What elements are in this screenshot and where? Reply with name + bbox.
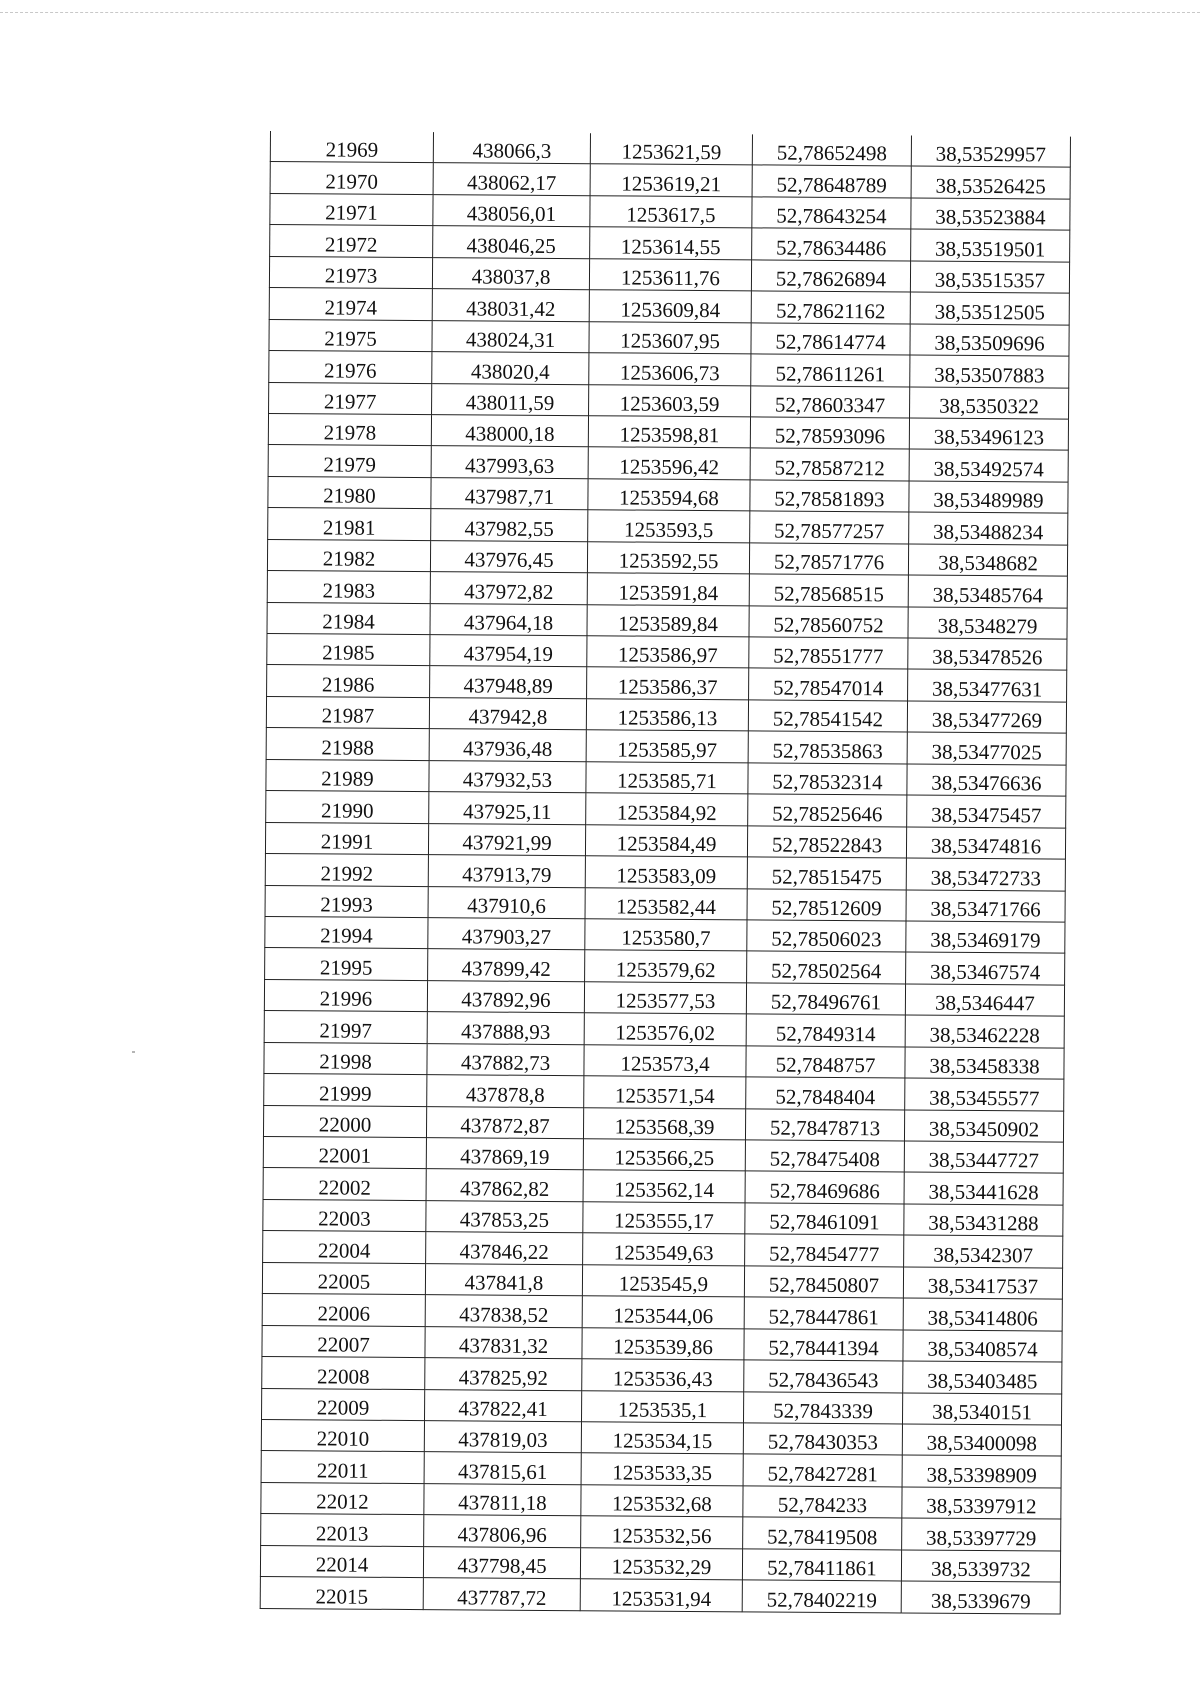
x-coordinate-cell: 437787,72 — [423, 1578, 580, 1611]
y-coordinate-cell: 1253580,7 — [585, 919, 747, 952]
point-number-cell: 21973 — [269, 256, 432, 289]
x-coordinate-cell: 438046,25 — [433, 226, 590, 259]
x-coordinate-cell: 437976,45 — [430, 540, 587, 573]
point-number-cell: 21978 — [268, 413, 431, 446]
longitude-cell: 38,53489989 — [909, 481, 1068, 514]
x-coordinate-cell: 437903,27 — [428, 918, 585, 951]
x-coordinate-cell: 437819,03 — [424, 1421, 581, 1454]
x-coordinate-cell: 438037,8 — [432, 257, 589, 290]
latitude-cell: 52,78621162 — [751, 291, 910, 324]
point-number-cell: 22006 — [262, 1294, 425, 1327]
latitude-cell: 52,78541542 — [748, 700, 907, 733]
y-coordinate-cell: 1253586,13 — [586, 699, 748, 732]
longitude-cell: 38,53447727 — [904, 1141, 1063, 1174]
x-coordinate-cell: 437936,48 — [429, 729, 586, 762]
longitude-cell: 38,53476636 — [907, 764, 1066, 797]
longitude-cell: 38,53471766 — [906, 889, 1065, 922]
x-coordinate-cell: 437899,42 — [428, 949, 585, 982]
coordinates-table — [260, 131, 1071, 1614]
point-number-cell: 21990 — [266, 791, 429, 824]
y-coordinate-cell: 1253609,84 — [589, 290, 751, 323]
longitude-cell: 38,5348279 — [908, 607, 1067, 640]
point-number-cell: 21971 — [270, 193, 433, 226]
y-coordinate-cell: 1253535,1 — [581, 1390, 743, 1423]
y-coordinate-cell: 1253536,43 — [582, 1359, 744, 1392]
longitude-cell: 38,53403485 — [903, 1361, 1062, 1394]
margin-speck — [132, 1051, 135, 1053]
y-coordinate-cell: 1253566,25 — [583, 1139, 745, 1172]
longitude-cell: 38,53496123 — [909, 418, 1068, 451]
longitude-cell: 38,53529957 — [911, 135, 1070, 167]
x-coordinate-cell: 438066,3 — [433, 132, 590, 164]
x-coordinate-cell: 437987,71 — [431, 477, 588, 510]
latitude-cell: 52,78525646 — [748, 794, 907, 827]
longitude-cell: 38,5342307 — [904, 1235, 1063, 1268]
y-coordinate-cell: 1253586,37 — [587, 667, 749, 700]
x-coordinate-cell: 438020,4 — [432, 352, 589, 385]
longitude-cell: 38,5350322 — [910, 386, 1069, 419]
point-number-cell: 21997 — [264, 1011, 427, 1044]
longitude-cell: 38,53526425 — [911, 166, 1070, 199]
longitude-cell: 38,5339679 — [901, 1581, 1060, 1614]
point-number-cell: 22000 — [263, 1105, 426, 1138]
y-coordinate-cell: 1253579,62 — [585, 950, 747, 983]
longitude-cell: 38,5340151 — [902, 1392, 1061, 1425]
coordinates-table-body — [260, 131, 1070, 1614]
latitude-cell: 52,78515475 — [747, 857, 906, 890]
latitude-cell: 52,78568515 — [749, 574, 908, 607]
x-coordinate-cell: 437878,8 — [427, 1075, 584, 1108]
latitude-cell: 52,78419508 — [743, 1517, 902, 1550]
latitude-cell: 52,78532314 — [748, 763, 907, 796]
point-number-cell: 22002 — [263, 1168, 426, 1201]
longitude-cell: 38,5348682 — [908, 544, 1067, 577]
point-number-cell: 21992 — [265, 854, 428, 887]
longitude-cell: 38,53523884 — [911, 198, 1070, 231]
point-number-cell: 21970 — [270, 162, 433, 195]
longitude-cell: 38,53512505 — [910, 292, 1069, 325]
y-coordinate-cell: 1253596,42 — [588, 447, 750, 480]
point-number-cell: 21974 — [269, 288, 432, 321]
longitude-cell: 38,53488234 — [909, 512, 1068, 545]
y-coordinate-cell: 1253583,09 — [585, 856, 747, 889]
latitude-cell: 52,78506023 — [747, 920, 906, 953]
longitude-cell: 38,53477269 — [907, 701, 1066, 734]
longitude-cell: 38,53398909 — [902, 1455, 1061, 1488]
x-coordinate-cell: 437872,87 — [426, 1106, 583, 1139]
point-number-cell: 22009 — [262, 1388, 425, 1421]
y-coordinate-cell: 1253619,21 — [590, 164, 752, 197]
latitude-cell: 52,78411861 — [742, 1549, 901, 1582]
latitude-cell: 52,78496761 — [746, 983, 905, 1016]
x-coordinate-cell: 437806,96 — [424, 1515, 581, 1548]
x-coordinate-cell: 437964,18 — [430, 603, 587, 636]
x-coordinate-cell: 437942,8 — [429, 698, 586, 731]
latitude-cell: 52,78402219 — [742, 1580, 901, 1613]
y-coordinate-cell: 1253592,55 — [587, 541, 749, 574]
point-number-cell: 21983 — [267, 571, 430, 604]
latitude-cell: 52,78441394 — [744, 1328, 903, 1361]
point-number-cell: 22005 — [262, 1262, 425, 1295]
longitude-cell: 38,53414806 — [903, 1298, 1062, 1331]
y-coordinate-cell: 1253611,76 — [589, 258, 751, 291]
x-coordinate-cell: 438056,01 — [433, 195, 590, 228]
x-coordinate-cell: 437841,8 — [425, 1263, 582, 1296]
longitude-cell: 38,53400098 — [902, 1424, 1061, 1457]
latitude-cell: 52,78427281 — [743, 1454, 902, 1487]
x-coordinate-cell: 438024,31 — [432, 320, 589, 353]
y-coordinate-cell: 1253531,94 — [580, 1579, 742, 1612]
point-number-cell: 21988 — [266, 728, 429, 761]
x-coordinate-cell: 438031,42 — [432, 289, 589, 322]
latitude-cell: 52,78535863 — [748, 731, 907, 764]
latitude-cell: 52,7848757 — [746, 1046, 905, 1079]
point-number-cell: 22008 — [262, 1357, 425, 1390]
x-coordinate-cell: 437862,82 — [426, 1169, 583, 1202]
x-coordinate-cell: 437982,55 — [431, 509, 588, 542]
x-coordinate-cell: 437798,45 — [423, 1546, 580, 1579]
point-number-cell: 21981 — [268, 508, 431, 541]
point-number-cell: 22015 — [260, 1577, 423, 1610]
point-number-cell: 21972 — [270, 225, 433, 258]
point-number-cell: 21991 — [265, 822, 428, 855]
point-number-cell: 22004 — [263, 1231, 426, 1264]
x-coordinate-cell: 437921,99 — [428, 823, 585, 856]
point-number-cell: 21969 — [270, 131, 433, 163]
longitude-cell: 38,53397912 — [902, 1487, 1061, 1520]
x-coordinate-cell: 437831,32 — [425, 1326, 582, 1359]
latitude-cell: 52,78603347 — [751, 385, 910, 418]
longitude-cell: 38,53462228 — [905, 1015, 1064, 1048]
x-coordinate-cell: 437892,96 — [427, 980, 584, 1013]
latitude-cell: 52,78577257 — [750, 511, 909, 544]
point-number-cell: 21977 — [269, 382, 432, 415]
y-coordinate-cell: 1253532,56 — [581, 1516, 743, 1549]
longitude-cell: 38,53485764 — [908, 575, 1067, 608]
x-coordinate-cell: 437932,53 — [429, 760, 586, 793]
x-coordinate-cell: 437838,52 — [425, 1295, 582, 1328]
longitude-cell: 38,53417537 — [903, 1267, 1062, 1300]
x-coordinate-cell: 437822,41 — [425, 1389, 582, 1422]
latitude-cell: 52,7848404 — [746, 1077, 905, 1110]
longitude-cell: 38,53472733 — [906, 858, 1065, 891]
x-coordinate-cell: 438000,18 — [431, 415, 588, 448]
longitude-cell: 38,53458338 — [905, 1047, 1064, 1080]
latitude-cell: 52,78447861 — [744, 1297, 903, 1330]
point-number-cell: 22003 — [263, 1199, 426, 1232]
latitude-cell: 52,78634486 — [752, 228, 911, 261]
y-coordinate-cell: 1253614,55 — [590, 227, 752, 260]
y-coordinate-cell: 1253549,63 — [583, 1233, 745, 1266]
point-number-cell: 21999 — [264, 1074, 427, 1107]
longitude-cell: 38,53475457 — [907, 795, 1066, 828]
y-coordinate-cell: 1253593,5 — [588, 510, 750, 543]
longitude-cell: 38,5339732 — [901, 1550, 1060, 1583]
longitude-cell: 38,5346447 — [905, 984, 1064, 1017]
y-coordinate-cell: 1253577,53 — [584, 982, 746, 1015]
x-coordinate-cell: 438011,59 — [432, 383, 589, 416]
longitude-cell: 38,53515357 — [910, 261, 1069, 294]
y-coordinate-cell: 1253544,06 — [582, 1296, 744, 1329]
longitude-cell: 38,53408574 — [903, 1330, 1062, 1363]
y-coordinate-cell: 1253584,92 — [586, 793, 748, 826]
point-number-cell: 21993 — [265, 885, 428, 918]
point-number-cell: 22007 — [262, 1325, 425, 1358]
latitude-cell: 52,78581893 — [750, 480, 909, 513]
point-number-cell: 22011 — [261, 1451, 424, 1484]
latitude-cell: 52,78475408 — [745, 1140, 904, 1173]
point-number-cell: 21982 — [267, 539, 430, 572]
longitude-cell: 38,53467574 — [906, 952, 1065, 985]
x-coordinate-cell: 437925,11 — [429, 792, 586, 825]
y-coordinate-cell: 1253589,84 — [587, 604, 749, 637]
latitude-cell: 52,784233 — [743, 1486, 902, 1519]
y-coordinate-cell: 1253582,44 — [585, 887, 747, 920]
longitude-cell: 38,53397729 — [902, 1518, 1061, 1551]
point-number-cell: 21996 — [264, 979, 427, 1012]
longitude-cell: 38,53492574 — [909, 449, 1068, 482]
y-coordinate-cell: 1253606,73 — [589, 353, 751, 386]
y-coordinate-cell: 1253621,59 — [590, 133, 752, 165]
latitude-cell: 52,7849314 — [746, 1014, 905, 1047]
y-coordinate-cell: 1253555,17 — [583, 1202, 745, 1235]
latitude-cell: 52,78560752 — [749, 605, 908, 638]
point-number-cell: 21976 — [269, 351, 432, 384]
y-coordinate-cell: 1253532,29 — [580, 1547, 742, 1580]
x-coordinate-cell: 437811,18 — [424, 1483, 581, 1516]
y-coordinate-cell: 1253576,02 — [584, 1013, 746, 1046]
x-coordinate-cell: 437825,92 — [425, 1358, 582, 1391]
latitude-cell: 52,78571776 — [749, 543, 908, 576]
y-coordinate-cell: 1253603,59 — [589, 384, 751, 417]
latitude-cell: 52,78454777 — [745, 1234, 904, 1267]
latitude-cell: 52,78450807 — [744, 1266, 903, 1299]
x-coordinate-cell: 437815,61 — [424, 1452, 581, 1485]
latitude-cell: 52,78611261 — [751, 354, 910, 387]
point-number-cell: 21998 — [264, 1042, 427, 1075]
latitude-cell: 52,78626894 — [751, 260, 910, 293]
y-coordinate-cell: 1253598,81 — [588, 416, 750, 449]
y-coordinate-cell: 1253532,68 — [581, 1485, 743, 1518]
point-number-cell: 22014 — [260, 1545, 423, 1578]
y-coordinate-cell: 1253594,68 — [588, 479, 750, 512]
x-coordinate-cell: 437948,89 — [430, 666, 587, 699]
latitude-cell: 52,78430353 — [743, 1423, 902, 1456]
latitude-cell: 52,78648789 — [752, 165, 911, 198]
longitude-cell: 38,53441628 — [904, 1172, 1063, 1205]
latitude-cell: 52,78593096 — [750, 417, 909, 450]
longitude-cell: 38,53474816 — [906, 827, 1065, 860]
y-coordinate-cell: 1253571,54 — [584, 1076, 746, 1109]
y-coordinate-cell: 1253617,5 — [590, 196, 752, 229]
y-coordinate-cell: 1253534,15 — [581, 1422, 743, 1455]
longitude-cell: 38,53450902 — [904, 1110, 1063, 1143]
latitude-cell: 52,78469686 — [745, 1171, 904, 1204]
point-number-cell: 21979 — [268, 445, 431, 478]
y-coordinate-cell: 1253568,39 — [583, 1107, 745, 1140]
longitude-cell: 38,53431288 — [904, 1204, 1063, 1237]
latitude-cell: 52,78478713 — [745, 1108, 904, 1141]
scan-edge-line — [0, 12, 1200, 13]
y-coordinate-cell: 1253607,95 — [589, 321, 751, 354]
x-coordinate-cell: 438062,17 — [433, 163, 590, 196]
point-number-cell: 21987 — [266, 696, 429, 729]
y-coordinate-cell: 1253539,86 — [582, 1327, 744, 1360]
y-coordinate-cell: 1253586,97 — [587, 636, 749, 669]
x-coordinate-cell: 437913,79 — [428, 855, 585, 888]
y-coordinate-cell: 1253533,35 — [581, 1453, 743, 1486]
y-coordinate-cell: 1253584,49 — [585, 824, 747, 857]
x-coordinate-cell: 437888,93 — [427, 1012, 584, 1045]
y-coordinate-cell: 1253562,14 — [583, 1170, 745, 1203]
x-coordinate-cell: 437846,22 — [426, 1232, 583, 1265]
x-coordinate-cell: 437993,63 — [431, 446, 588, 479]
table-row — [260, 1577, 1060, 1614]
longitude-cell: 38,53455577 — [905, 1078, 1064, 1111]
point-number-cell: 21980 — [268, 476, 431, 509]
longitude-cell: 38,53519501 — [911, 229, 1070, 262]
longitude-cell: 38,53507883 — [910, 355, 1069, 388]
latitude-cell: 52,78547014 — [749, 668, 908, 701]
latitude-cell: 52,78587212 — [750, 448, 909, 481]
y-coordinate-cell: 1253545,9 — [582, 1264, 744, 1297]
point-number-cell: 22010 — [261, 1419, 424, 1452]
point-number-cell: 22012 — [261, 1482, 424, 1515]
latitude-cell: 52,7843339 — [743, 1391, 902, 1424]
point-number-cell: 21986 — [267, 665, 430, 698]
x-coordinate-cell: 437954,19 — [430, 635, 587, 668]
longitude-cell: 38,53478526 — [908, 638, 1067, 671]
latitude-cell: 52,78461091 — [745, 1203, 904, 1236]
y-coordinate-cell: 1253585,71 — [586, 761, 748, 794]
point-number-cell: 21989 — [266, 759, 429, 792]
latitude-cell: 52,78502564 — [747, 951, 906, 984]
longitude-cell: 38,53477631 — [908, 669, 1067, 702]
longitude-cell: 38,53477025 — [907, 732, 1066, 765]
latitude-cell: 52,78652498 — [752, 134, 911, 166]
x-coordinate-cell: 437972,82 — [430, 572, 587, 605]
x-coordinate-cell: 437869,19 — [426, 1138, 583, 1171]
latitude-cell: 52,78551777 — [749, 637, 908, 670]
x-coordinate-cell: 437882,73 — [427, 1043, 584, 1076]
latitude-cell: 52,78522843 — [747, 825, 906, 858]
y-coordinate-cell: 1253585,97 — [586, 730, 748, 763]
latitude-cell: 52,78614774 — [751, 322, 910, 355]
point-number-cell: 21984 — [267, 602, 430, 635]
x-coordinate-cell: 437853,25 — [426, 1200, 583, 1233]
point-number-cell: 21975 — [269, 319, 432, 352]
longitude-cell: 38,53509696 — [910, 324, 1069, 357]
point-number-cell: 21985 — [267, 633, 430, 666]
latitude-cell: 52,78436543 — [744, 1360, 903, 1393]
longitude-cell: 38,53469179 — [906, 921, 1065, 954]
point-number-cell: 21995 — [265, 948, 428, 981]
coordinates-table-container — [260, 131, 1070, 1614]
x-coordinate-cell: 437910,6 — [428, 886, 585, 919]
point-number-cell: 22001 — [263, 1136, 426, 1169]
point-number-cell: 22013 — [261, 1514, 424, 1547]
point-number-cell: 21994 — [265, 916, 428, 949]
latitude-cell: 52,78512609 — [747, 888, 906, 921]
y-coordinate-cell: 1253591,84 — [587, 573, 749, 606]
y-coordinate-cell: 1253573,4 — [584, 1044, 746, 1077]
latitude-cell: 52,78643254 — [752, 197, 911, 230]
